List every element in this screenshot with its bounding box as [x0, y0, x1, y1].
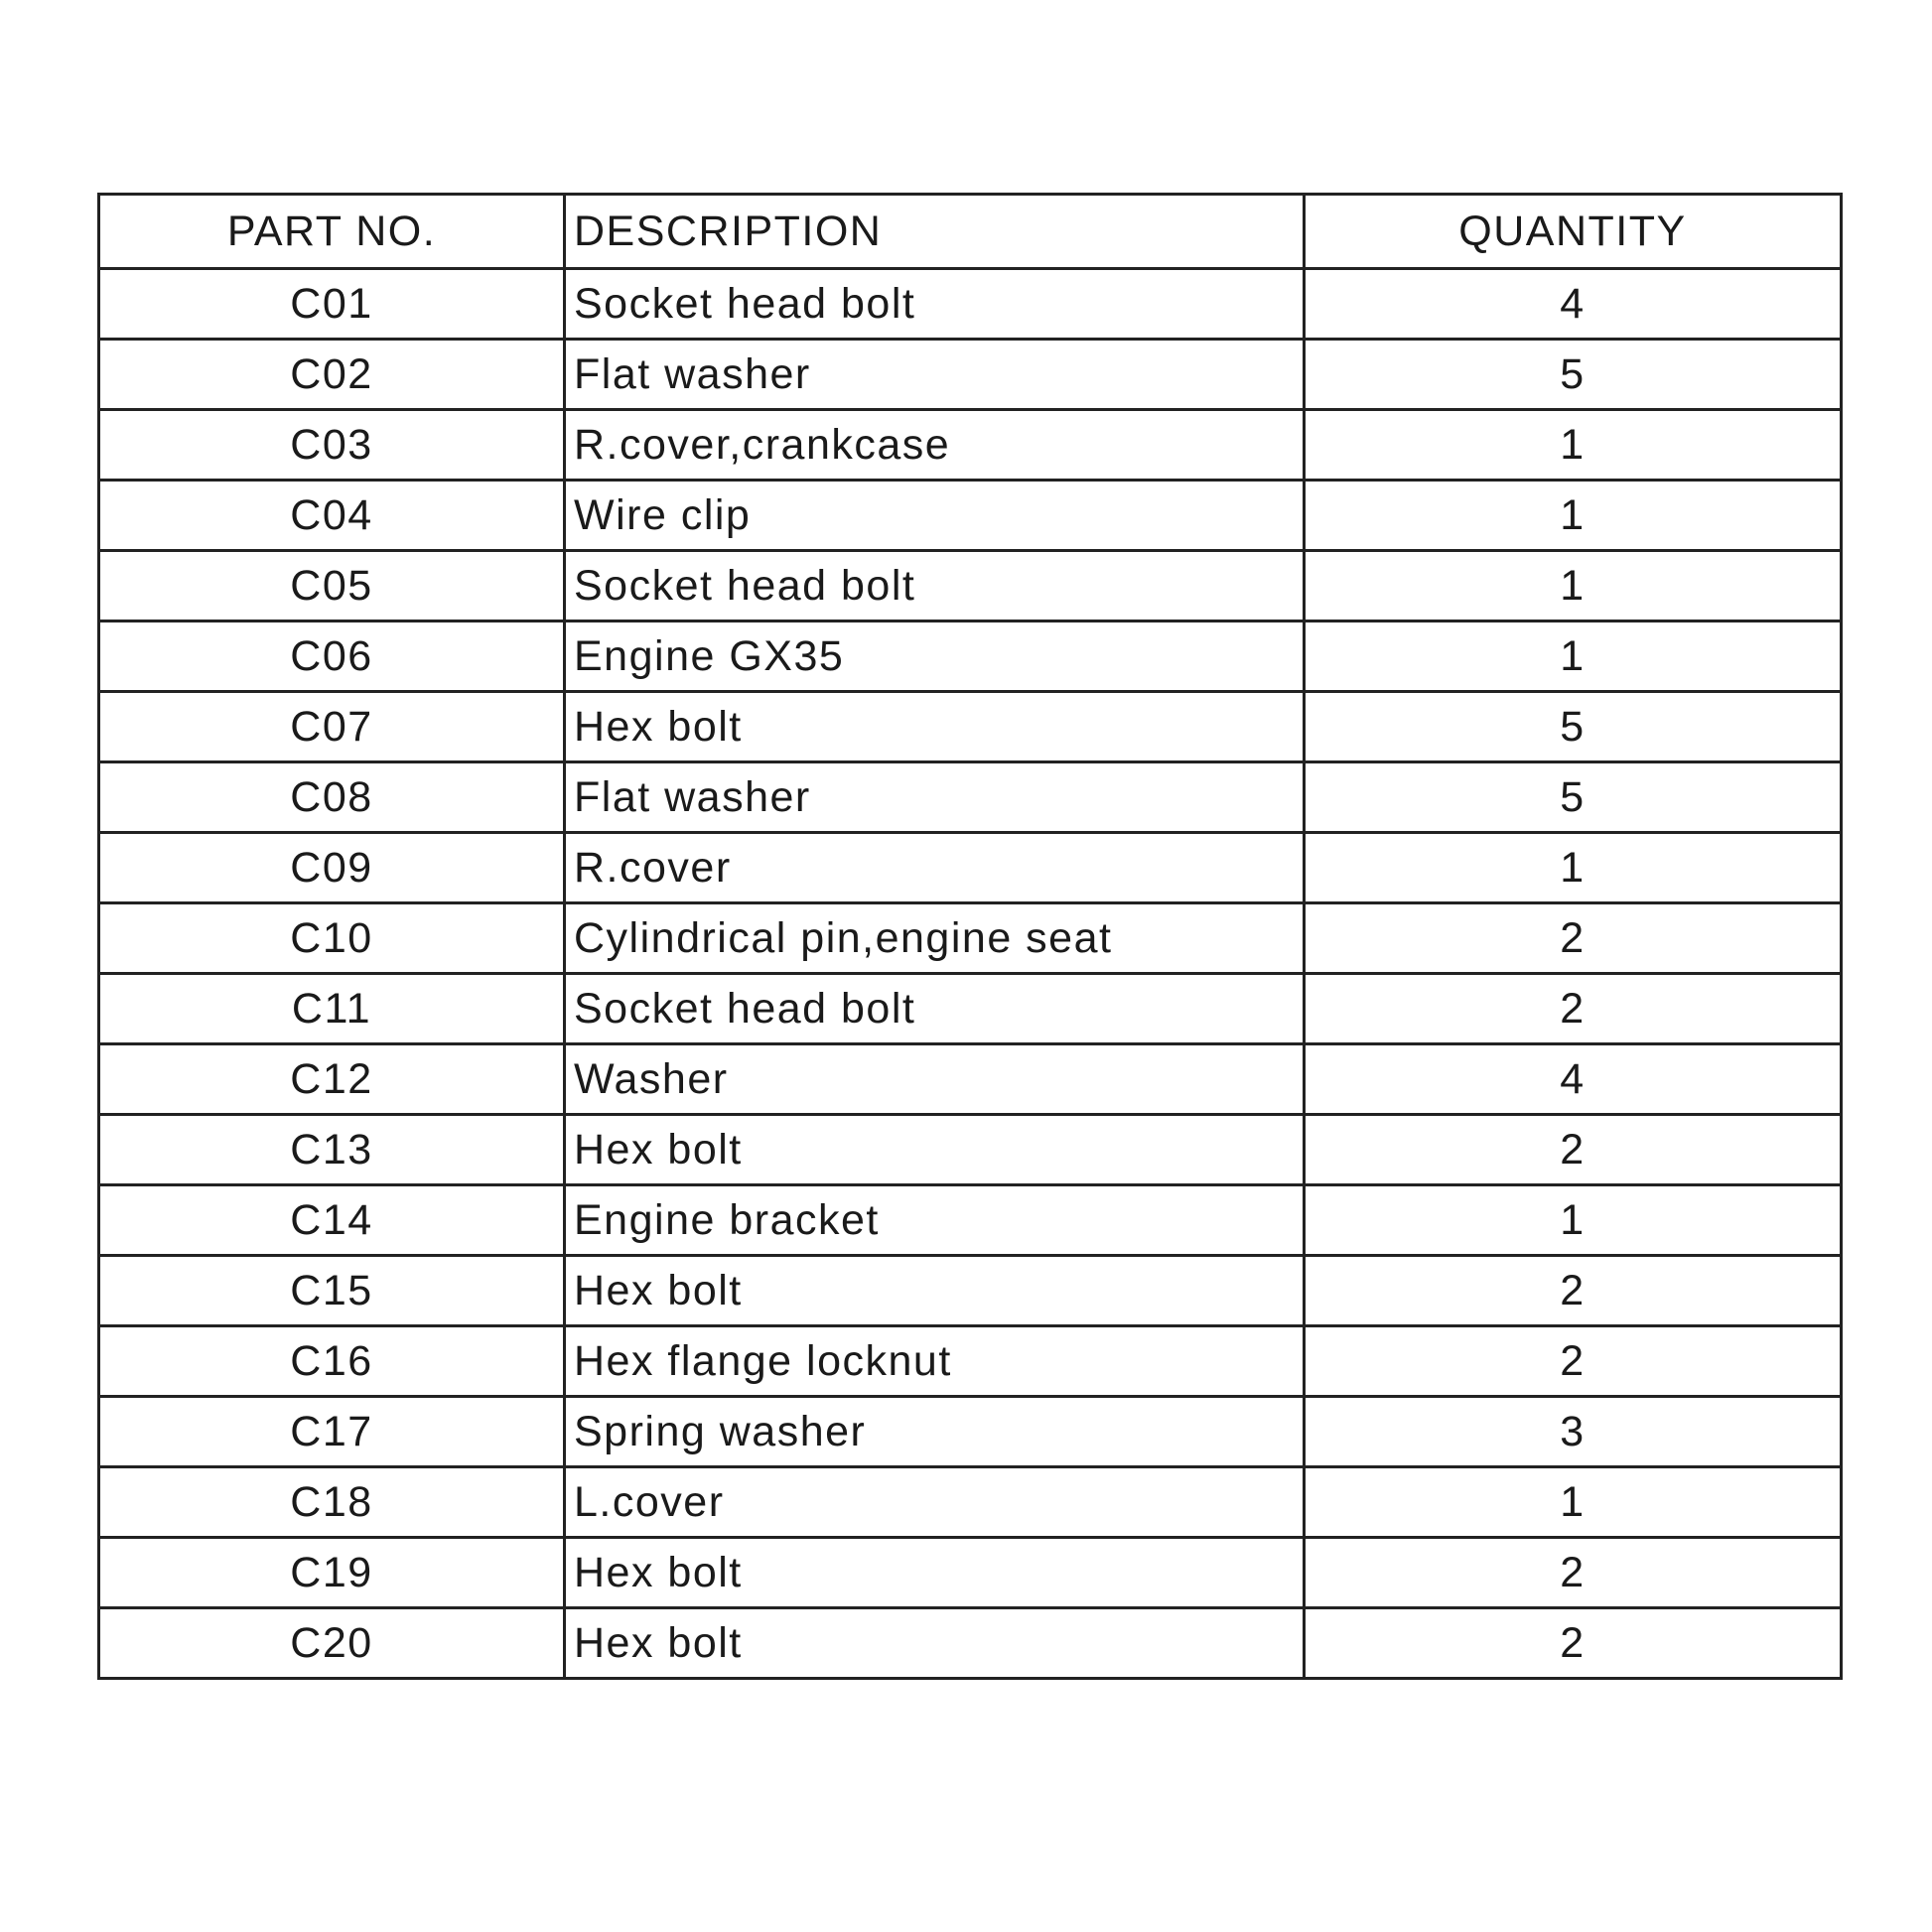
cell-description: Cylindrical pin,engine seat — [565, 903, 1305, 974]
table-row — [99, 1326, 1842, 1397]
cell-description: Hex bolt — [565, 692, 1305, 762]
cell-description: Engine bracket — [565, 1185, 1305, 1256]
cell-part-no: C09 — [99, 833, 565, 903]
table-row — [99, 1608, 1842, 1679]
table-row — [99, 1467, 1842, 1538]
cell-quantity: 2 — [1305, 974, 1842, 1044]
cell-part-no: C17 — [99, 1397, 565, 1467]
table-row — [99, 692, 1842, 762]
cell-part-no: C04 — [99, 481, 565, 551]
cell-quantity: 2 — [1305, 1326, 1842, 1397]
cell-quantity: 1 — [1305, 1467, 1842, 1538]
cell-quantity: 2 — [1305, 1538, 1842, 1608]
cell-part-no: C05 — [99, 551, 565, 621]
table-body — [99, 269, 1842, 1679]
cell-part-no: C15 — [99, 1256, 565, 1326]
parts-table — [97, 193, 1843, 1680]
cell-part-no: C18 — [99, 1467, 565, 1538]
cell-description: R.cover — [565, 833, 1305, 903]
table-row — [99, 1044, 1842, 1115]
cell-description: Spring washer — [565, 1397, 1305, 1467]
cell-quantity: 1 — [1305, 1185, 1842, 1256]
table-row — [99, 903, 1842, 974]
cell-part-no: C11 — [99, 974, 565, 1044]
cell-quantity: 2 — [1305, 903, 1842, 974]
cell-quantity: 3 — [1305, 1397, 1842, 1467]
table-row — [99, 974, 1842, 1044]
cell-description: Flat washer — [565, 762, 1305, 833]
cell-part-no: C19 — [99, 1538, 565, 1608]
cell-part-no: C10 — [99, 903, 565, 974]
table-row — [99, 833, 1842, 903]
cell-description: Hex bolt — [565, 1608, 1305, 1679]
cell-part-no: C12 — [99, 1044, 565, 1115]
header-quantity: QUANTITY — [1305, 195, 1842, 269]
cell-quantity: 1 — [1305, 621, 1842, 692]
cell-description: Hex bolt — [565, 1256, 1305, 1326]
cell-quantity: 4 — [1305, 1044, 1842, 1115]
cell-quantity: 4 — [1305, 269, 1842, 340]
cell-description: Wire clip — [565, 481, 1305, 551]
cell-part-no: C08 — [99, 762, 565, 833]
cell-part-no: C06 — [99, 621, 565, 692]
cell-description: Engine GX35 — [565, 621, 1305, 692]
table-row — [99, 762, 1842, 833]
cell-description: Socket head bolt — [565, 974, 1305, 1044]
cell-part-no: C03 — [99, 410, 565, 481]
table-row — [99, 1397, 1842, 1467]
cell-part-no: C07 — [99, 692, 565, 762]
cell-quantity: 5 — [1305, 340, 1842, 410]
cell-description: Socket head bolt — [565, 551, 1305, 621]
table-row — [99, 621, 1842, 692]
cell-quantity: 5 — [1305, 762, 1842, 833]
table-row — [99, 410, 1842, 481]
cell-part-no: C01 — [99, 269, 565, 340]
table-row — [99, 551, 1842, 621]
table-row — [99, 1185, 1842, 1256]
table-row — [99, 269, 1842, 340]
cell-description: Washer — [565, 1044, 1305, 1115]
cell-part-no: C20 — [99, 1608, 565, 1679]
cell-part-no: C16 — [99, 1326, 565, 1397]
table-row — [99, 1115, 1842, 1185]
cell-quantity: 2 — [1305, 1115, 1842, 1185]
header-part-no: PART NO. — [99, 195, 565, 269]
cell-part-no: C13 — [99, 1115, 565, 1185]
cell-quantity: 1 — [1305, 481, 1842, 551]
cell-part-no: C14 — [99, 1185, 565, 1256]
cell-description: R.cover,crankcase — [565, 410, 1305, 481]
table-header — [99, 195, 1842, 269]
cell-quantity: 2 — [1305, 1608, 1842, 1679]
cell-quantity: 2 — [1305, 1256, 1842, 1326]
cell-quantity: 1 — [1305, 410, 1842, 481]
cell-description: Socket head bolt — [565, 269, 1305, 340]
table-row — [99, 481, 1842, 551]
cell-quantity: 1 — [1305, 551, 1842, 621]
table-row — [99, 1256, 1842, 1326]
cell-quantity: 5 — [1305, 692, 1842, 762]
cell-description: Flat washer — [565, 340, 1305, 410]
header-row — [99, 195, 1842, 269]
table-row — [99, 340, 1842, 410]
cell-quantity: 1 — [1305, 833, 1842, 903]
cell-description: Hex bolt — [565, 1538, 1305, 1608]
header-description: DESCRIPTION — [565, 195, 1305, 269]
cell-description: L.cover — [565, 1467, 1305, 1538]
table-row — [99, 1538, 1842, 1608]
cell-part-no: C02 — [99, 340, 565, 410]
cell-description: Hex bolt — [565, 1115, 1305, 1185]
cell-description: Hex flange locknut — [565, 1326, 1305, 1397]
